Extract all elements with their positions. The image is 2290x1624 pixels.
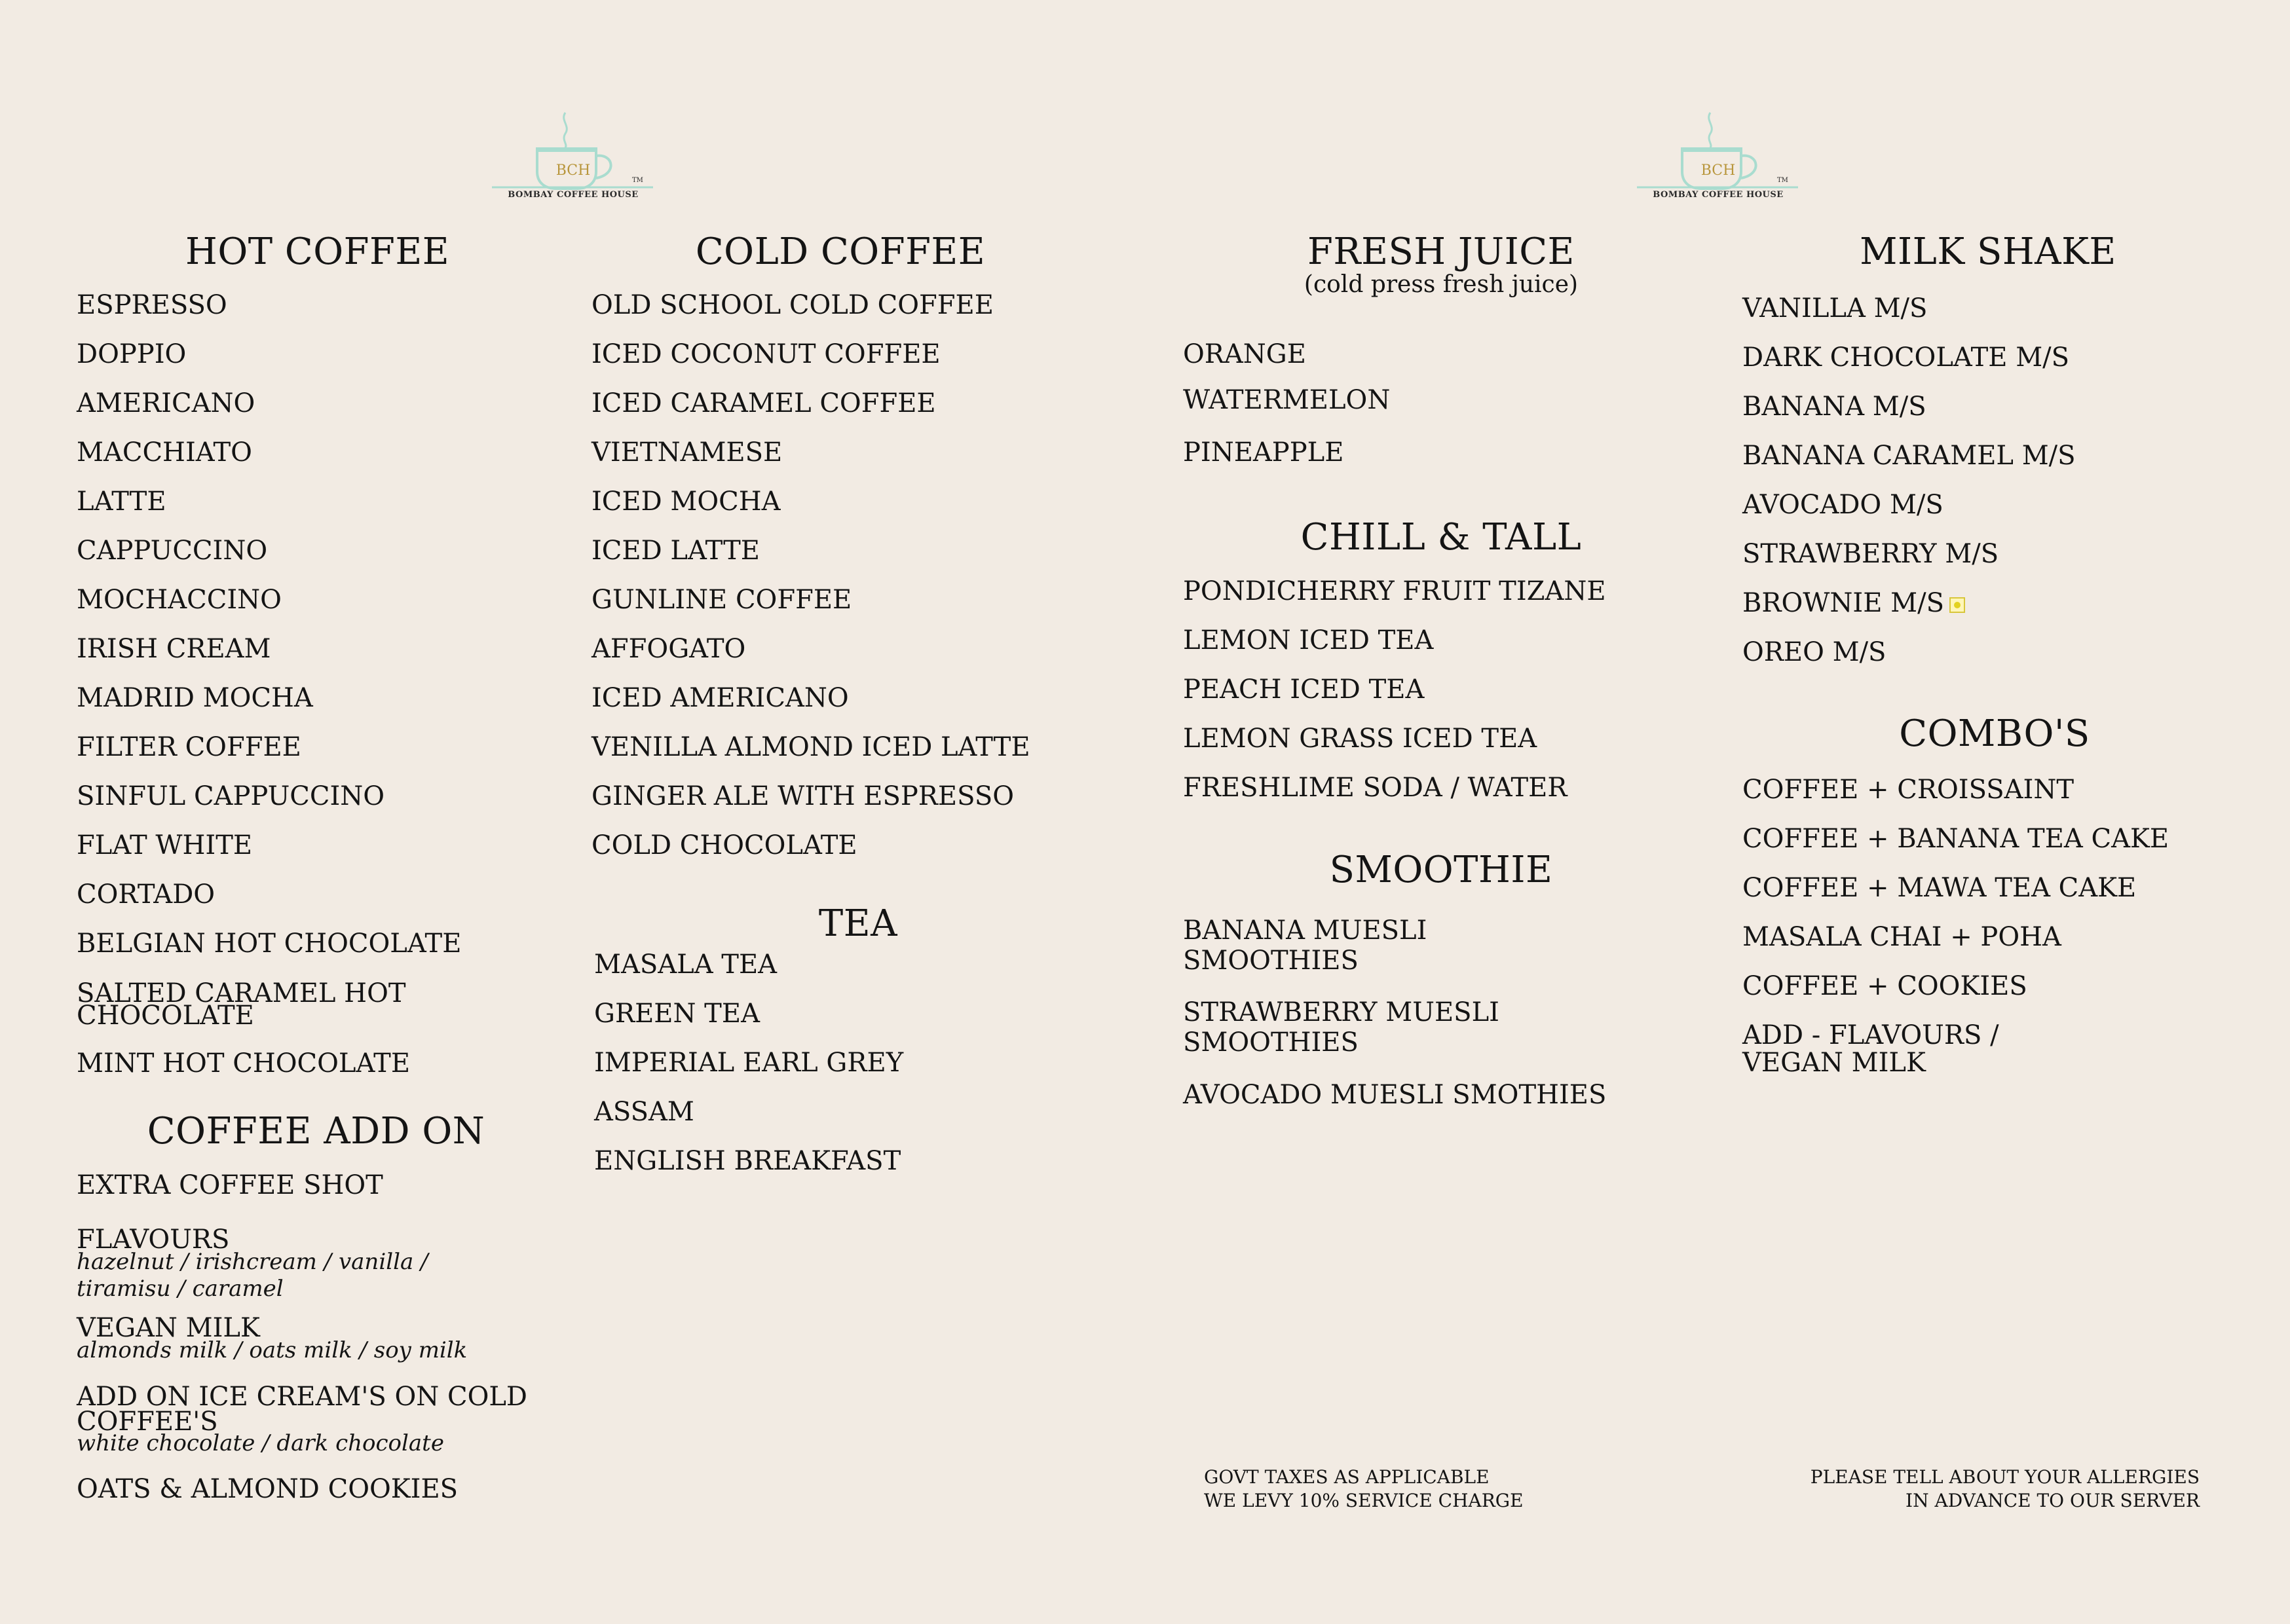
menu-item: ADD - FLAVOURS / xyxy=(1742,1020,1999,1050)
menu-item: ORANGE xyxy=(1183,339,1306,369)
menu-item: IRISH CREAM xyxy=(77,634,271,664)
coffee-add-on-heading: COFFEE ADD ON xyxy=(147,1110,485,1153)
menu-item: CORTADO xyxy=(77,879,216,910)
menu-item: SALTED CARAMEL HOT xyxy=(77,978,406,1008)
menu-item: DOPPIO xyxy=(77,339,187,369)
menu-item: ICED COCONUT COFFEE xyxy=(591,339,941,369)
menu-item: VENILLA ALMOND ICED LATTE xyxy=(591,732,1030,762)
menu-item: AMERICANO xyxy=(77,388,255,418)
fresh-juice-subtitle: (cold press fresh juice) xyxy=(1304,271,1579,298)
menu-item: FRESHLIME SODA / WATER xyxy=(1183,773,1567,803)
menu-item: ADD ON ICE CREAM'S ON COLD xyxy=(77,1382,527,1412)
footer-taxes: GOVT TAXES AS APPLICABLE xyxy=(1204,1466,1490,1488)
menu-item: GINGER ALE WITH ESPRESSO xyxy=(591,781,1015,811)
menu-item: SMOOTHIES xyxy=(1183,1027,1359,1058)
menu-item: LEMON GRASS ICED TEA xyxy=(1183,724,1537,754)
menu-item: MINT HOT CHOCOLATE xyxy=(77,1048,411,1079)
menu-item: VIETNAMESE xyxy=(591,437,783,468)
menu-item: FILTER COFFEE xyxy=(77,732,301,762)
item-note: tiramisu / caramel xyxy=(77,1276,284,1302)
menu-item: STRAWBERRY M/S xyxy=(1742,539,1999,569)
menu-item: CAPPUCCINO xyxy=(77,536,268,566)
menu-item: MASALA TEA xyxy=(594,950,778,980)
milk-shake-heading: MILK SHAKE xyxy=(1860,231,2116,273)
brand-logo-right xyxy=(1633,111,1803,210)
logo-abbr: BCH xyxy=(1700,162,1736,179)
tea-heading: TEA xyxy=(818,902,898,945)
menu-item: GREEN TEA xyxy=(594,999,760,1029)
menu-item: IMPERIAL EARL GREY xyxy=(594,1048,904,1078)
menu-item: COFFEE + MAWA TEA CAKE xyxy=(1742,873,2137,903)
menu-item-label: BROWNIE M/S xyxy=(1742,588,1944,618)
menu-item: BELGIAN HOT CHOCOLATE xyxy=(77,929,462,959)
chill-tall-heading: CHILL & TALL xyxy=(1300,516,1582,559)
menu-item: MOCHACCINO xyxy=(77,585,282,615)
menu-item: COFFEE'S xyxy=(77,1407,218,1437)
logo-tm: TM xyxy=(632,177,643,184)
menu-item: WATERMELON xyxy=(1183,385,1391,415)
menu-item: FLAVOURS xyxy=(77,1225,230,1255)
footer-allergy-line1: PLEASE TELL ABOUT YOUR ALLERGIES xyxy=(1810,1466,2200,1488)
logo-brand-name: BOMBAY COFFEE HOUSE xyxy=(508,190,639,200)
logo-tm: TM xyxy=(1777,177,1788,184)
menu-item: SINFUL CAPPUCCINO xyxy=(77,781,385,811)
logo-abbr: BCH xyxy=(555,162,591,179)
menu-item: PONDICHERRY FRUIT TIZANE xyxy=(1183,576,1606,606)
menu-item: VEGAN MILK xyxy=(1742,1048,1926,1078)
menu-item: PINEAPPLE xyxy=(1183,437,1344,468)
menu-item: PEACH ICED TEA xyxy=(1183,674,1425,705)
menu-item: ICED AMERICANO xyxy=(591,683,849,713)
menu-item: ICED LATTE xyxy=(591,536,760,566)
menu-item: OREO M/S xyxy=(1742,637,1886,667)
footer-service-charge: WE LEVY 10% SERVICE CHARGE xyxy=(1204,1490,1524,1511)
menu-item: AVOCADO M/S xyxy=(1742,490,1943,520)
menu-item: LATTE xyxy=(77,487,166,517)
menu-item: VEGAN MILK xyxy=(77,1313,260,1343)
menu-item: AVOCADO MUESLI SMOTHIES xyxy=(1183,1080,1607,1110)
menu-item: DARK CHOCOLATE M/S xyxy=(1742,342,2070,373)
menu-item: COFFEE + COOKIES xyxy=(1742,971,2027,1001)
hot-coffee-heading: HOT COFFEE xyxy=(185,231,450,273)
menu-item: FLAT WHITE xyxy=(77,830,253,860)
menu-item: OATS & ALMOND COOKIES xyxy=(77,1474,459,1504)
menu-item: MACCHIATO xyxy=(77,437,252,468)
menu-item: MADRID MOCHA xyxy=(77,683,313,713)
menu-item: MASALA CHAI + POHA xyxy=(1742,922,2061,952)
menu-item: BANANA MUESLI xyxy=(1183,915,1427,946)
item-note: hazelnut / irishcream / vanilla / xyxy=(77,1249,428,1275)
fresh-juice-heading: FRESH JUICE xyxy=(1307,231,1575,273)
menu-item: ESPRESSO xyxy=(77,290,227,320)
logo-brand-name: BOMBAY COFFEE HOUSE xyxy=(1653,190,1784,200)
menu-item: ENGLISH BREAKFAST xyxy=(594,1146,901,1176)
cold-coffee-heading: COLD COFFEE xyxy=(695,231,986,273)
menu-item: ICED CARAMEL COFFEE xyxy=(591,388,936,418)
menu-item: COLD CHOCOLATE xyxy=(591,830,857,860)
menu-item: CHOCOLATE xyxy=(77,1001,254,1031)
menu-item: ICED MOCHA xyxy=(591,487,781,517)
item-note: white chocolate / dark chocolate xyxy=(77,1430,444,1456)
menu-item: AFFOGATO xyxy=(591,634,746,664)
combos-heading: COMBO'S xyxy=(1899,712,2090,755)
menu-item: BANANA M/S xyxy=(1742,392,1926,422)
menu-item: STRAWBERRY MUESLI xyxy=(1183,997,1499,1027)
menu-item: GUNLINE COFFEE xyxy=(591,585,852,615)
menu-item: EXTRA COFFEE SHOT xyxy=(77,1170,383,1200)
footer-allergy-line2: IN ADVANCE TO OUR SERVER xyxy=(1905,1490,2200,1511)
menu-item: SMOOTHIES xyxy=(1183,946,1359,976)
menu-item: OLD SCHOOL COLD COFFEE xyxy=(591,290,994,320)
smoothie-heading: SMOOTHIE xyxy=(1329,849,1553,891)
menu-item-brownie xyxy=(1742,590,1965,616)
menu-item: VANILLA M/S xyxy=(1742,293,1928,323)
menu-item: BANANA CARAMEL M/S xyxy=(1742,441,2076,471)
veg-mark-icon xyxy=(1949,597,1965,613)
menu-item: COFFEE + CROISSAINT xyxy=(1742,775,2074,805)
menu-item: ASSAM xyxy=(594,1097,694,1127)
menu-item: COFFEE + BANANA TEA CAKE xyxy=(1742,824,2169,854)
menu-item: LEMON ICED TEA xyxy=(1183,625,1434,655)
item-note: almonds milk / oats milk / soy milk xyxy=(77,1337,468,1363)
brand-logo-left xyxy=(488,111,658,210)
